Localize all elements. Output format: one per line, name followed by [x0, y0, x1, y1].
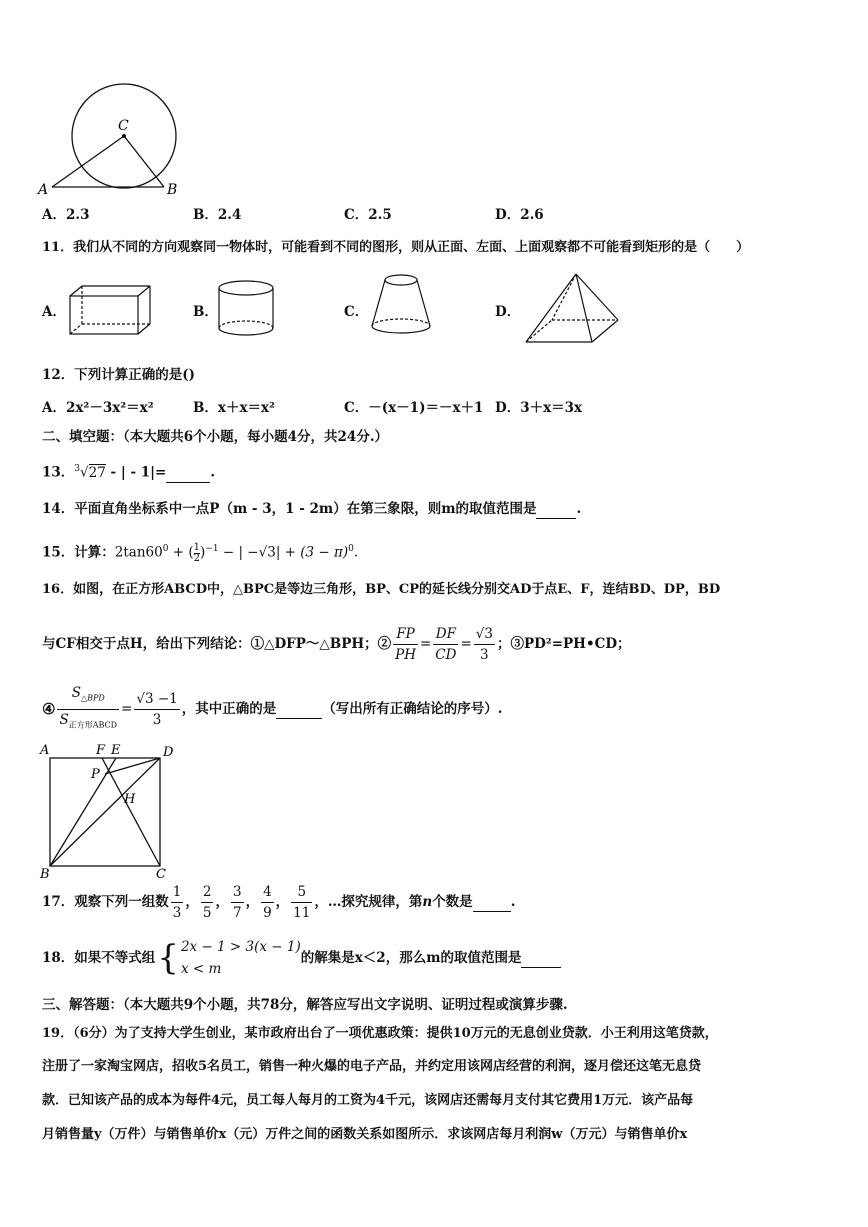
q10-option-c: C．2.5 — [344, 207, 392, 223]
q17-fraction-3: $\frac{3}{7}$ — [232, 883, 242, 921]
q12-option-d: D．3＋x＝3x — [495, 400, 583, 416]
q12-option-b: B．x＋x＝x² — [193, 400, 275, 416]
q13-number: 13． — [42, 464, 75, 481]
q16-fraction-fp-ph: $\frac{FP}{PH}$ — [395, 625, 416, 663]
q16-area-ratio: $\frac{S_{\triangle BPD}}{S_{正方形ABCD}}$ — [59, 684, 118, 730]
q17-fraction-1: $\frac{1}{3}$ — [172, 883, 182, 921]
label-a: A — [38, 182, 49, 198]
q16-line-3: ④ $\frac{S_{\triangle BPD}}{S_{正方形ABCD}}$ = $\frac{√3 -1}{3}$ ，其中正确的是 （写出所有正确结论的序号）. — [42, 684, 502, 734]
q18-answer-blank — [521, 949, 561, 968]
q16-answer-blank — [276, 700, 322, 719]
q12-option-a: A．2x²－3x²＝x² — [42, 400, 154, 416]
q16-fraction-df-cd: $\frac{DF}{CD}$ — [435, 625, 457, 663]
q17-fraction-4: $\frac{4}{9}$ — [263, 883, 272, 921]
pyramid-figure — [518, 270, 624, 348]
q13-expression: - | - 1|= — [105, 464, 167, 481]
q11-stem: 11．我们从不同的方向观察同一物体时，可能看到不同的图形，则从正面、左面、上面观察都不可能看到矩形的是（ ） — [42, 240, 750, 255]
q13: 13．$^3$√27 - | - 1|= . — [42, 464, 216, 481]
svg-text:P: P — [91, 767, 100, 782]
q18-inequality-system: 2x − 1 > 3(x − 1) x < m — [180, 939, 301, 977]
q16-fraction-sqrt3-minus1: $\frac{√3 -1}{3}$ — [136, 690, 178, 728]
q17-answer-blank — [473, 893, 511, 912]
q12-option-c: C．－(x－1)＝－x＋1 — [344, 400, 484, 416]
svg-text:B: B — [40, 867, 50, 882]
q13-root-index: 3 — [74, 464, 81, 474]
svg-text:E: E — [111, 743, 121, 758]
q15: 15．计算：$2\tan 60^0$ + ( $\frac{1}{2}$ )$^{-1}$ − | $-√3| + (3 - \pi)^0$. — [42, 541, 359, 564]
cuboid-figure — [66, 282, 156, 338]
label-b: B — [167, 182, 178, 198]
q11-option-a: A． — [42, 304, 66, 320]
q11-option-c: C． — [344, 304, 369, 320]
q10-option-d: D．2.6 — [495, 207, 544, 223]
q14-answer-blank — [536, 500, 576, 519]
q16-line-2: 与CF相交于点H，给出下列结论：①△DFP～△BPH；② $\frac{FP}{PH}$ = $\frac{DF}{CD}$ = $\frac{√3}{3}$ ；③PD²=PH•CD； — [42, 625, 631, 663]
q13-radicand: 27 — [88, 464, 106, 481]
q14: 14．平面直角坐标系中一点P（m - 3，1 - 2m）在第三象限，则m的取值范围是 . — [42, 501, 582, 517]
q16-fraction-sqrt3-3: $\frac{√3}{3}$ — [475, 625, 493, 663]
label-c: C — [118, 118, 129, 134]
q10-figure — [36, 80, 196, 200]
q16-line-1: 16．如图，在正方形ABCD中，△BPC是等边三角形，BP、CP的延长线分别交AD于点E、F，连结BD、DP，BD — [42, 582, 721, 597]
section-2-heading: 二、填空题：（本大题共6个小题，每小题4分，共24分.） — [42, 429, 389, 445]
q10-option-b: B．2.4 — [193, 207, 242, 223]
frustum-figure — [368, 272, 434, 338]
q10-option-a: A．2.3 — [42, 207, 90, 223]
q19-line-2: 注册了一家淘宝网店，招收5名员工，销售一种火爆的电子产品，并约定用该网店经营的利润，逐月偿还这笔无息贷 — [42, 1059, 702, 1074]
svg-text:F: F — [96, 743, 106, 758]
q11-option-b: B． — [193, 304, 218, 320]
q12-stem: 12．下列计算正确的是() — [42, 367, 196, 383]
q17: 17．观察下列一组数 $\frac{1}{3}$ ， $\frac{2}{5}$ ， $\frac{3}{7}$ ， $\frac{4}{9}$ ， $\frac{5}{11}$ ，…探究规律，第 n 个数是 . — [42, 883, 516, 921]
q13-answer-blank — [166, 464, 210, 483]
cylinder-figure — [214, 278, 278, 340]
svg-text:C: C — [156, 867, 166, 882]
q19-line-4: 月销售量y（万件）与销售单价x（元）万件之间的函数关系如图所示．求该网店每月利润w（万元）与销售单价x — [42, 1127, 688, 1142]
svg-text:H: H — [124, 792, 136, 807]
q19-line-1: 19．（6分）为了支持大学生创业，某市政府出台了一项优惠政策：提供10万元的无息创业贷款．小王利用这笔贷款， — [42, 1026, 718, 1041]
svg-text:D: D — [163, 745, 174, 760]
svg-text:A: A — [40, 743, 50, 758]
q11-option-d: D． — [495, 304, 521, 320]
q17-fraction-2: $\frac{2}{5}$ — [202, 883, 212, 921]
q15-lead: 15．计算： — [42, 544, 115, 561]
q14-text: 14．平面直角坐标系中一点P（m - 3，1 - 2m）在第三象限，则m的取值范围是 — [42, 501, 537, 517]
q18: 18．如果不等式组 { 2x − 1 > 3(x − 1) x < m 的解集是x＜2，那么m的取值范围是 — [42, 933, 561, 983]
q19-line-3: 款．已知该产品的成本为每件4元，员工每人每月的工资为4千元，该网店还需每月支付其它费用1万元．该产品每 — [42, 1093, 694, 1108]
q17-fraction-5: $\frac{5}{11}$ — [293, 883, 311, 921]
section-3-heading: 三、解答题：（本大题共9个小题，共78分，解答应写出文字说明、证明过程或演算步骤. — [42, 997, 568, 1013]
q16-square-figure — [36, 740, 180, 882]
